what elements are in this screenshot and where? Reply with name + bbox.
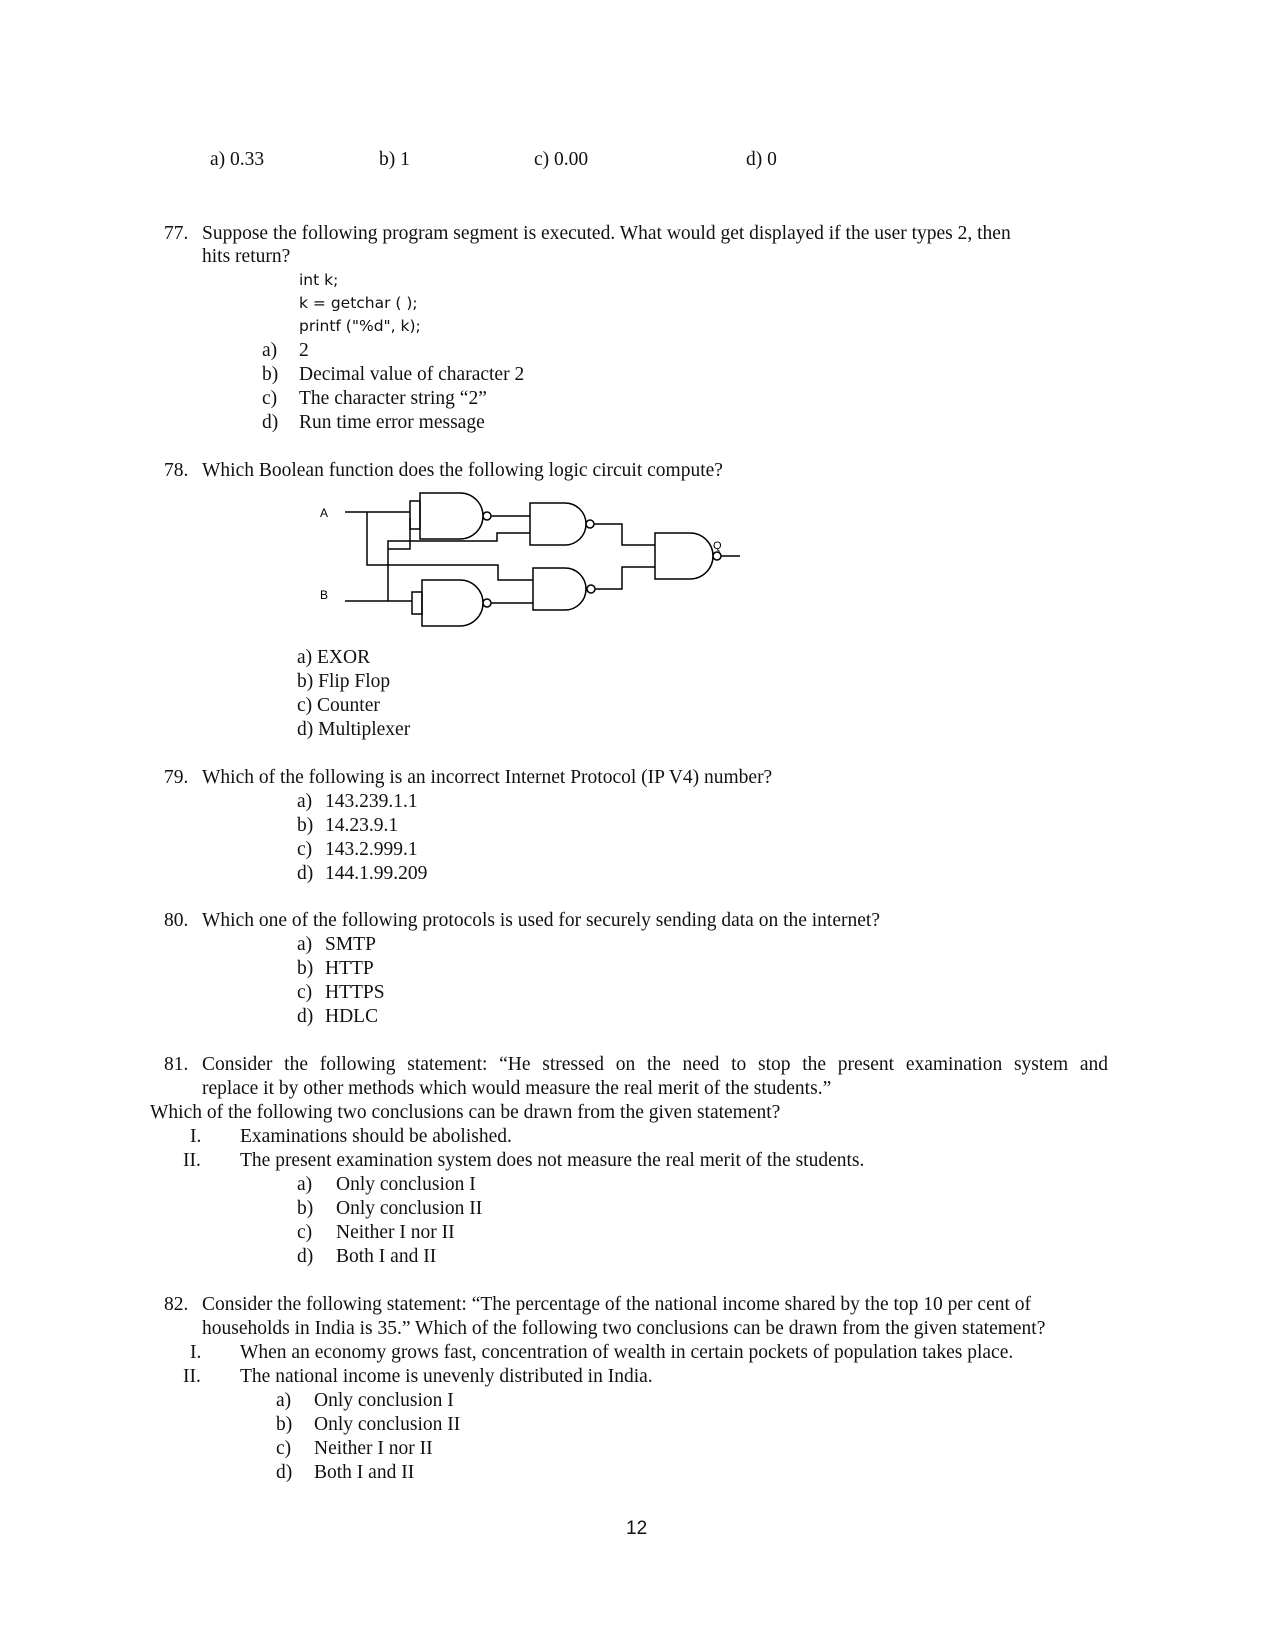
option: d) Multiplexer bbox=[297, 719, 411, 740]
nand-gate-1 bbox=[420, 493, 483, 539]
nand-gate-1-bubble bbox=[483, 512, 491, 520]
nand-gate-5 bbox=[655, 533, 713, 579]
option-letter: a) bbox=[297, 791, 313, 812]
prev-option-c: c) 0.00 bbox=[534, 149, 589, 170]
conclusion-number: II. bbox=[183, 1150, 201, 1171]
question-text: Suppose the following program segment is executed. What would get displayed if the user types 2, then bbox=[202, 223, 1011, 244]
page-number: 12 bbox=[626, 1518, 648, 1539]
conclusion-text: Examinations should be abolished. bbox=[240, 1126, 512, 1147]
option-letter: c) bbox=[297, 839, 313, 860]
option-letter: c) bbox=[262, 388, 278, 409]
option-text: HTTP bbox=[325, 958, 374, 979]
option-letter: b) bbox=[276, 1414, 293, 1435]
option-letter: c) bbox=[297, 1222, 313, 1243]
conclusion-text: When an economy grows fast, concentration of wealth in certain pockets of population takes place. bbox=[240, 1342, 1014, 1363]
option-text: The character string “2” bbox=[299, 388, 487, 409]
option-letter: d) bbox=[276, 1462, 293, 1483]
option-text: Both I and II bbox=[336, 1246, 437, 1267]
option-text: Neither I nor II bbox=[314, 1438, 433, 1459]
nand-gate-3-input-block bbox=[412, 592, 422, 614]
question-text: Which one of the following protocols is used for securely sending data on the internet? bbox=[202, 910, 880, 931]
question-number: 82. bbox=[164, 1294, 189, 1315]
nand-gate-4 bbox=[533, 568, 586, 610]
option-text: 2 bbox=[299, 340, 309, 361]
question-text: hits return? bbox=[202, 246, 291, 267]
question-text: Which of the following is an incorrect Internet Protocol (IP V4) number? bbox=[202, 767, 773, 788]
option-letter: d) bbox=[297, 1006, 314, 1027]
output-label-q: Q bbox=[713, 540, 722, 552]
option-text: SMTP bbox=[325, 934, 376, 955]
option-text: 144.1.99.209 bbox=[325, 863, 428, 884]
nand-gate-2-bubble bbox=[586, 520, 594, 528]
option-text: Only conclusion II bbox=[336, 1198, 483, 1219]
option-letter: d) bbox=[262, 412, 279, 433]
input-label-a: A bbox=[320, 506, 329, 520]
code-line: k = getchar ( ); bbox=[299, 294, 418, 312]
option-text: Both I and II bbox=[314, 1462, 415, 1483]
question-prompt: Which of the following two conclusions can be drawn from the given statement? bbox=[150, 1102, 781, 1123]
nand-gate-3 bbox=[422, 580, 483, 626]
conclusion-text: The national income is unevenly distributed in India. bbox=[240, 1366, 653, 1387]
nand-gate-3-bubble bbox=[483, 599, 491, 607]
conclusion-number: I. bbox=[190, 1126, 202, 1147]
option-letter: c) bbox=[297, 982, 313, 1003]
code-line: int k; bbox=[299, 271, 339, 289]
option-text: 143.239.1.1 bbox=[325, 791, 418, 812]
option-text: Run time error message bbox=[299, 412, 485, 433]
option-text: Neither I nor II bbox=[336, 1222, 455, 1243]
code-line: printf ("%d", k); bbox=[299, 317, 421, 335]
option-letter: b) bbox=[297, 958, 314, 979]
option-letter: a) bbox=[262, 340, 278, 361]
prev-option-b: b) 1 bbox=[379, 149, 410, 170]
option-letter: d) bbox=[297, 1246, 314, 1267]
conclusion-number: I. bbox=[190, 1342, 202, 1363]
question-text: Consider the following statement: “The percentage of the national income shared by the top 10 per cent of bbox=[202, 1294, 1032, 1315]
prev-option-a: a) 0.33 bbox=[210, 149, 265, 170]
option-text: HTTPS bbox=[325, 982, 385, 1003]
question-number: 78. bbox=[164, 460, 189, 481]
conclusion-number: II. bbox=[183, 1366, 201, 1387]
question-number: 81. bbox=[164, 1054, 189, 1075]
circuit-wires bbox=[345, 512, 740, 603]
question-number: 80. bbox=[164, 910, 189, 931]
option: b) Flip Flop bbox=[297, 671, 391, 692]
option-letter: b) bbox=[297, 815, 314, 836]
option-letter: a) bbox=[297, 1174, 313, 1195]
input-label-b: B bbox=[320, 588, 329, 602]
option-letter: a) bbox=[276, 1390, 292, 1411]
question-text: Consider the following statement: “He stressed on the need to stop the present examination system and bbox=[202, 1054, 1108, 1075]
question-text: Which Boolean function does the following logic circuit compute? bbox=[202, 460, 723, 481]
nand-gate-4-bubble bbox=[587, 585, 595, 593]
conclusion-text: The present examination system does not measure the real merit of the students. bbox=[240, 1150, 865, 1171]
option-text: Decimal value of character 2 bbox=[299, 364, 525, 385]
option-text: Only conclusion II bbox=[314, 1414, 461, 1435]
option-text: Only conclusion I bbox=[314, 1390, 454, 1411]
option-letter: c) bbox=[276, 1438, 292, 1459]
question-text: households in India is 35.” Which of the following two conclusions can be drawn from the given statement? bbox=[202, 1318, 1046, 1339]
option-text: 143.2.999.1 bbox=[325, 839, 418, 860]
nand-gate-5-bubble bbox=[713, 552, 721, 560]
option-letter: d) bbox=[297, 863, 314, 884]
option: c) Counter bbox=[297, 695, 380, 716]
question-number: 77. bbox=[164, 223, 189, 244]
option-text: HDLC bbox=[325, 1006, 379, 1027]
question-number: 79. bbox=[164, 767, 189, 788]
option: a) EXOR bbox=[297, 647, 371, 668]
option-letter: b) bbox=[262, 364, 279, 385]
prev-option-d: d) 0 bbox=[746, 149, 777, 170]
logic-circuit-diagram bbox=[0, 0, 1275, 660]
question-text: replace it by other methods which would measure the real merit of the students.” bbox=[202, 1078, 832, 1099]
option-letter: b) bbox=[297, 1198, 314, 1219]
option-letter: a) bbox=[297, 934, 313, 955]
option-text: 14.23.9.1 bbox=[325, 815, 399, 836]
option-text: Only conclusion I bbox=[336, 1174, 476, 1195]
nand-gate-2 bbox=[530, 503, 586, 545]
nand-gate-1-input-block bbox=[410, 501, 420, 529]
